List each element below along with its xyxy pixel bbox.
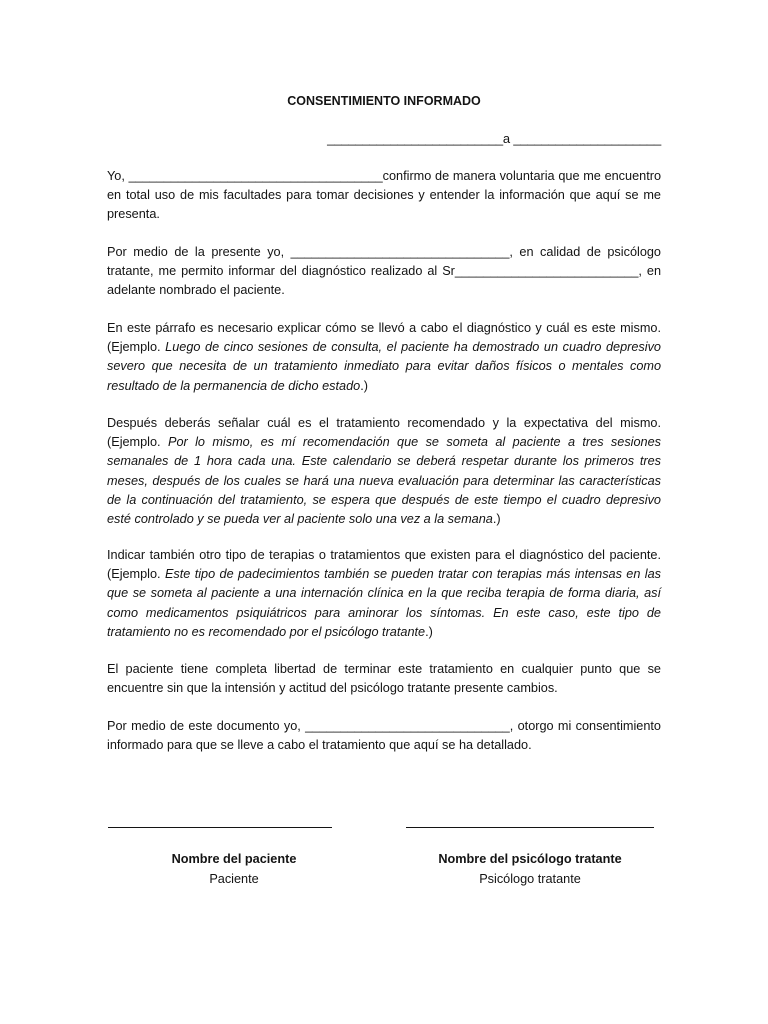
p7-text-a: Por medio de este documento yo, — [107, 719, 306, 733]
p3-text-a: En este párrafo es necesario explicar cómo se llevó a cabo el diagnóstico y cuál es este mismo. (Ejemplo. — [107, 321, 661, 355]
psychologist-signature-block — [406, 850, 654, 889]
p5-text-b: .) — [425, 624, 433, 639]
place-date-line: _________________________a _____________________ — [327, 131, 661, 146]
p7-text-b: , otorgo mi consentimiento informado para que se lleve a cabo el tratamiento que aquí se ha detallado. — [107, 719, 661, 753]
p3-text-b: .) — [360, 378, 368, 393]
p4-text-a: Después deberás señalar cuál es el tratamiento recomendado y la expectativa del mismo. (Ejemplo. — [107, 416, 661, 450]
psychologist-signature-name: Nombre del psicólogo tratante — [438, 852, 622, 866]
patient-sr-blank: __________________________ — [454, 264, 639, 279]
paragraph-treatment — [107, 414, 661, 529]
patient-signature-block — [120, 850, 348, 889]
paragraph-voluntary-confirmation — [107, 167, 661, 225]
paragraph-diagnosis — [107, 319, 661, 396]
document-title: CONSENTIMIENTO INFORMADO — [287, 94, 481, 108]
p2-text-c: , en adelante nombrado el paciente. — [107, 264, 661, 298]
paragraph-psychologist-intro — [107, 243, 661, 301]
p3-example-italic: Luego de cinco sesiones de consulta, el paciente ha demostrado un cuadro depresivo severo que necesita de un tratamiento inmediato para evitar daños físicos o mentales como resultado de la permanencia de dicho estado — [107, 340, 661, 393]
patient-signature-name: Nombre del paciente — [171, 852, 297, 866]
paragraph-patient-freedom: El paciente tiene completa libertad de terminar este tratamiento en cualquier punto que se encuentre sin que la intensión y actitud del psicólogo tratante presente cambios. — [107, 662, 661, 696]
psychologist-name-blank: _______________________________ — [290, 245, 510, 259]
p4-text-b: .) — [492, 512, 501, 527]
p4-example-italic: Por lo mismo, es mí recomendación que se someta al paciente a tres sesiones semanales de 1 hora cada una. Este calendario se deberá respetar durante los primeros tres meses, después de los cuales se hará una nueva evaluación para determinar las características de la continuación del tratamiento, se espera que después de este tiempo el cuadro depresivo esté controlado y se pueda ver al paciente solo una vez a la semana — [107, 435, 661, 527]
consent-name-blank: _____________________________ — [305, 719, 510, 733]
p5-text-a: Indicar también otro tipo de terapias o tratamientos que existen para el diagnóstico del paciente. (Ejemplo. — [107, 548, 661, 582]
p1-text-b: confirmo de manera voluntaria que me encuentro en total uso de mis facultades para tomar decisiones y entender la información que aquí se me presenta. — [107, 169, 661, 222]
p5-example-italic: Este tipo de padecimientos también se pueden tratar con terapias más intensas en las que se someta al paciente a una internación clínica en la que reciba terapia de forma diaria, así como medicamentos psiquiátricos para aminorar los síntomas. En este caso, este tipo de tratamiento no es recomendado por el psicólogo tratante — [107, 567, 661, 639]
patient-name-blank: ____________________________________ — [128, 169, 383, 183]
paragraph-alternative-therapies — [107, 546, 661, 642]
psychologist-signature-role: Psicólogo tratante — [479, 872, 581, 886]
p1-text-a: Yo, — [107, 169, 129, 183]
p2-text-b: , en calidad de psicólogo tratante, me permito informar del diagnóstico realizado al Sr — [107, 245, 661, 279]
patient-signature-role: Paciente — [209, 872, 259, 886]
patient-signature-line — [108, 827, 332, 828]
paragraph-consent-statement — [107, 717, 661, 755]
psychologist-signature-line — [406, 827, 654, 828]
p2-text-a: Por medio de la presente yo, — [107, 245, 291, 259]
